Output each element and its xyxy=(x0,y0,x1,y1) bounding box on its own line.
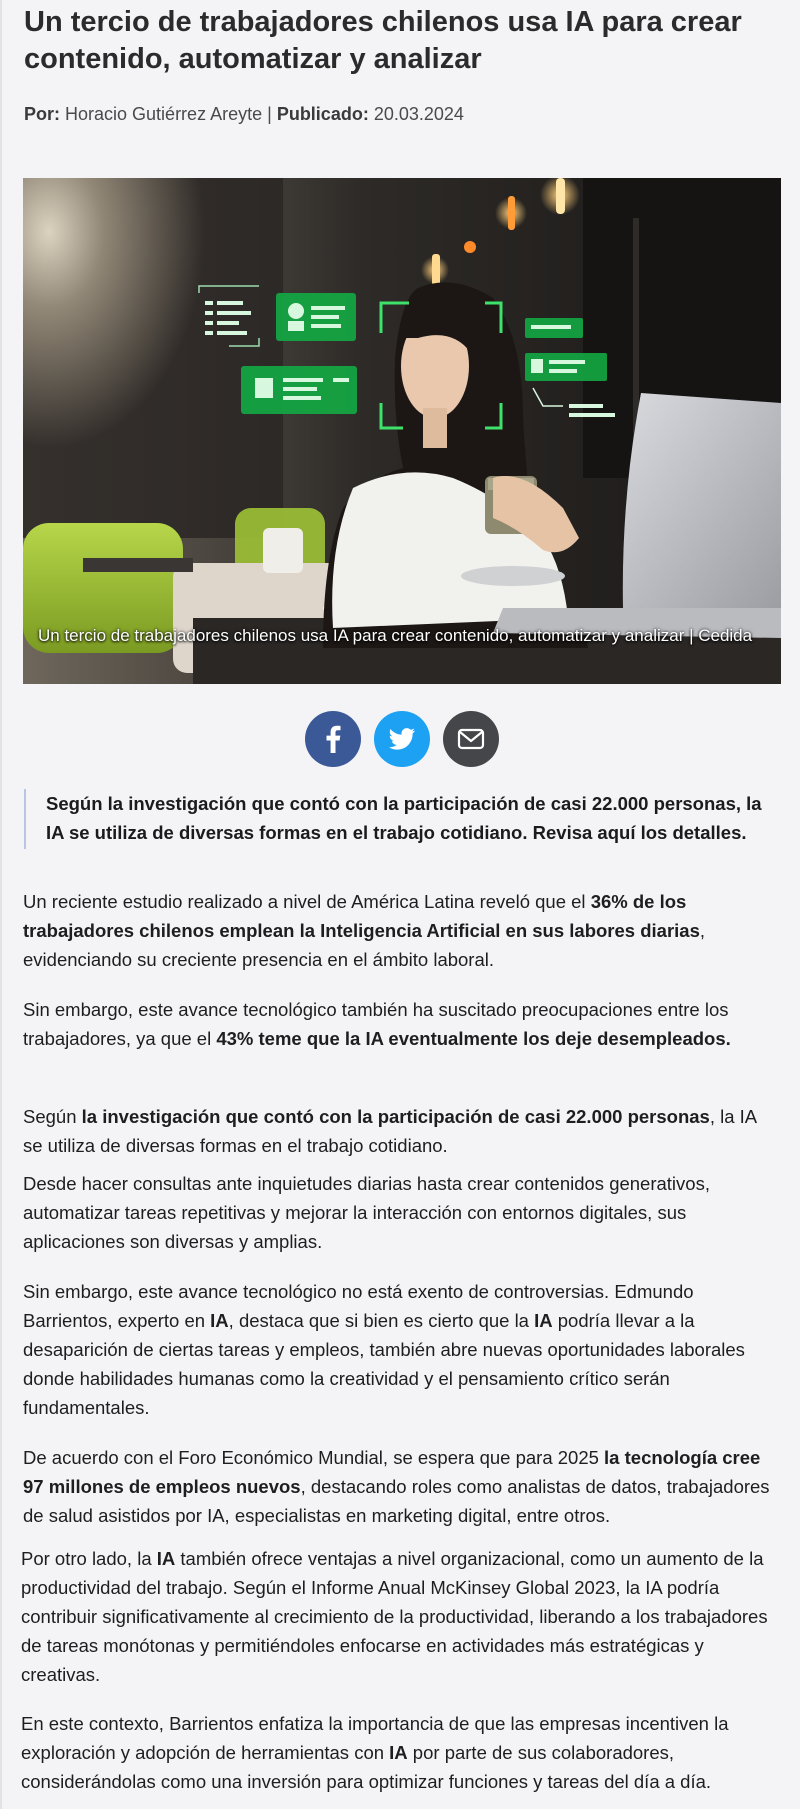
byline-separator: | xyxy=(267,104,272,124)
article-hero-image xyxy=(23,178,781,684)
p5-text-1: Sin embargo, este avance tecnológico no está exento de controversias. Edmundo Barrientos, experto en xyxy=(23,1281,694,1331)
p8-text-1: En este contexto, Barrientos enfatiza la importancia de que las empresas incentiven la exploración y adopción de herramientas con xyxy=(21,1713,729,1763)
p8-text-2: por parte de sus colaboradores, considerándolas como una inversión para optimizar funciones y tareas del día a día. xyxy=(21,1742,712,1792)
p7-text-2: también ofrece ventajas a nivel organizacional, como un aumento de la productividad del trabajo. Según el Informe Anual McKinsey Global 2023, la IA podría contribuir significativamente al crecimiento de la productividad, liberando a los trabajadores de tareas monótonas y permitiéndoles enfocarse en actividades más estratégicas y creativas. xyxy=(21,1548,768,1685)
share-facebook-button[interactable] xyxy=(305,711,361,767)
p1-text-2: , evidenciando su creciente presencia en el ámbito laboral. xyxy=(23,920,706,970)
published-label: Publicado: xyxy=(276,104,369,124)
p3-text-1: Según xyxy=(23,1106,82,1127)
p5-text-2: , destaca que si bien es cierto que la xyxy=(228,1310,535,1331)
p1-text-1: Un reciente estudio realizado a nivel de América Latina reveló que el xyxy=(23,891,591,912)
p6-text-1: De acuerdo con el Foro Económico Mundial, se espera que para 2025 xyxy=(23,1447,605,1468)
p5-bold-1: IA xyxy=(210,1310,229,1331)
page-edge xyxy=(0,0,2,1809)
paragraph-2 xyxy=(23,995,779,1053)
share-twitter-button[interactable] xyxy=(374,711,430,767)
p3-bold-1: la investigación que contó con la participación de casi 22.000 personas xyxy=(81,1106,710,1127)
byline xyxy=(24,101,464,127)
author-label: Por: xyxy=(24,104,60,124)
facebook-icon xyxy=(305,711,361,767)
paragraph-6 xyxy=(23,1443,779,1530)
article-title: Un tercio de trabajadores chilenos usa IA para crear contenido, automatizar y analizar xyxy=(24,6,742,75)
p6-bold-1: la tecnología cree 97 millones de empleos nuevos xyxy=(23,1447,761,1497)
p7-text-1: Por otro lado, la xyxy=(21,1548,157,1569)
lead-text: Según la investigación que contó con la participación de casi 22.000 personas, la IA se utiliza de diversas formas en el trabajo cotidiano. Revisa aquí los detalles. xyxy=(46,793,762,843)
hero-illustration xyxy=(23,178,781,684)
p1-bold-1: 36% de los trabajadores chilenos emplean la Inteligencia Artificial en sus labores diarias xyxy=(23,891,700,941)
p7-bold-1: IA xyxy=(156,1548,176,1569)
twitter-icon xyxy=(374,711,430,767)
article-lead xyxy=(24,789,776,849)
paragraph-4 xyxy=(23,1169,779,1256)
p3-text-2: , la IA se utiliza de diversas formas en el trabajo cotidiano. xyxy=(23,1106,757,1156)
envelope-icon xyxy=(443,711,499,767)
p2-bold-1: 43% teme que la IA eventualmente los deje desempleados. xyxy=(216,1028,731,1049)
p5-text-3: podría llevar a la desaparición de ciertas tareas y empleos, también abre nuevas oportunidades laborales donde habilidades humanas como la creatividad y el pensamiento crítico serán fundamentales. xyxy=(23,1310,745,1418)
p6-text-2: , destacando roles como analistas de datos, trabajadores de salud asistidos por IA, especialistas en marketing digital, entre otros. xyxy=(23,1476,770,1526)
p8-bold-1: IA xyxy=(389,1742,408,1763)
share-email-button[interactable] xyxy=(443,711,499,767)
p2-text-1: Sin embargo, este avance tecnológico también ha suscitado preocupaciones entre los trabajadores, ya que el xyxy=(23,999,729,1049)
paragraph-8 xyxy=(21,1709,777,1796)
paragraph-5 xyxy=(23,1277,779,1422)
p4-text-1: Desde hacer consultas ante inquietudes diarias hasta crear contenidos generativos, automatizar tareas repetitivas y mejorar la interacción con entornos digitales, sus aplicaciones son diversas y amplias. xyxy=(23,1173,710,1252)
publish-date: 20.03.2024 xyxy=(373,104,464,124)
paragraph-1 xyxy=(23,887,779,974)
paragraph-3 xyxy=(23,1102,779,1160)
p5-bold-2: IA xyxy=(534,1310,553,1331)
author-name: Horacio Gutiérrez Areyte xyxy=(65,104,263,124)
image-caption: Un tercio de trabajadores chilenos usa IA para crear contenido, automatizar y analizar | Cedida xyxy=(38,626,753,645)
paragraph-7 xyxy=(21,1544,777,1689)
